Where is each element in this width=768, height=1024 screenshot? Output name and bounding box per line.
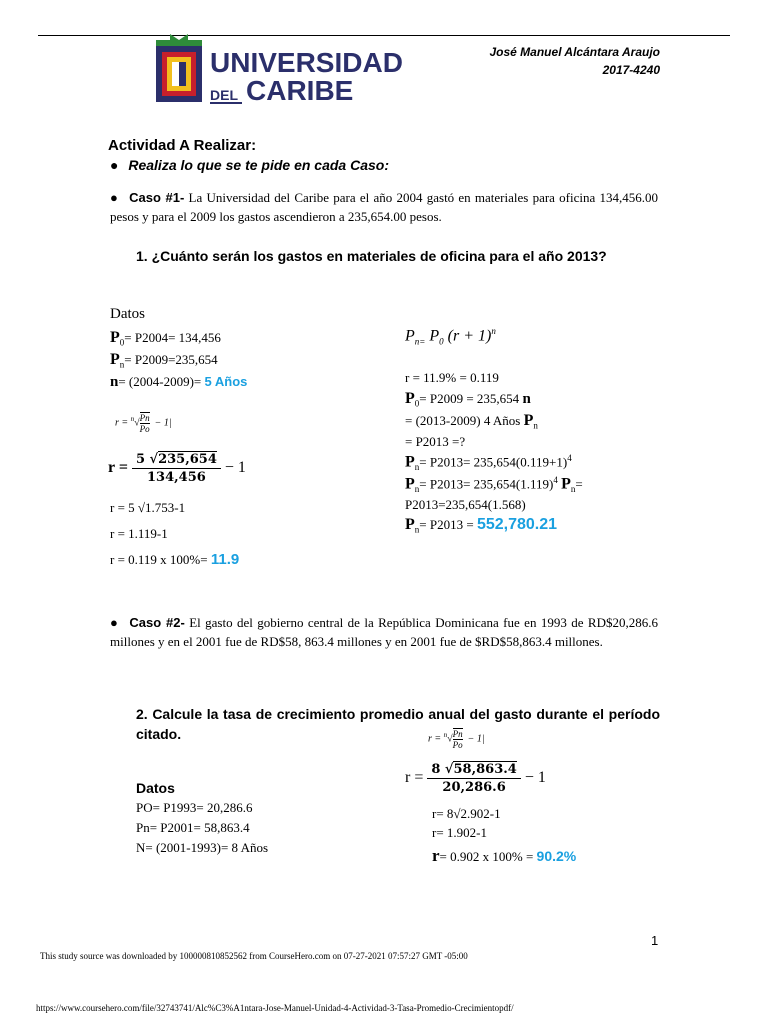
caso2-n: N= (2001-1993)= 8 Años [136,840,269,855]
caso1-right-pn1: $P_n= P2013= 235,654(0.119+1)^4$ [405,453,572,472]
source-url[interactable]: https://www.coursehero.com/file/32743741/Alc%C3%A1ntara-Jose-Manuel-Unidad-4-Actividad-3-Tasa-Promedio-Crecimientopdf/ [36,1003,514,1013]
caso1-right-n: = (2013-2009) 4 Años $P_n$ [405,412,538,431]
caso2-po: PO= P1993= 20,286.6 [136,800,253,815]
logo-line2-caribe: CARIBE [246,75,354,106]
caso1-text: La Universidad del Caribe para el año 2004 gastó en materiales para oficina 134,456.00 pesos y para el 2009 los gastos ascendieron a 235,654.00 pesos. [110,190,659,224]
caso2-paragraph: ● Caso #2- El gasto del gobierno central de la República Dominicana fue en 1993 de RD$20,286.6 millones y en el 2001 fue de RD$58, 863.4 millones y en 2001 fue de $RD$58,863.4 millones. [110,615,658,649]
caso1-right-pn-question: = P2013 =? [405,434,466,449]
caso2-question: 2. Calcule la tasa de crecimiento promedio anual del gasto durante el período citado. [136,706,660,742]
caso1-pn: $P_n= P2009=235,654$ [110,351,218,370]
caso1-paragraph: ● Caso #1- La Universidad del Caribe para el año 2004 gastó en materiales para oficina 134,456.00 pesos y para el 2009 los gastos ascendieron a 235,654.00 pesos. [110,190,659,224]
caso1-question: 1. ¿Cuánto serán los gastos en materiales de oficina para el año 2013? [136,248,607,264]
student-id: 2017-4240 [602,63,660,77]
caso2-pn: Pn= P2001= 58,863.4 [136,820,250,835]
activity-title: Actividad A Realizar: [108,137,257,154]
caso1-right-p0: $P_0= P2009 = 235,654$ n [405,390,531,409]
caso1-right-pn3: P2013=235,654(1.568) [405,497,526,512]
download-note: This study source was downloaded by 100000810852562 from CourseHero.com on 07-27-2021 07:57:27 GMT -05:00 [40,951,468,961]
author-name: José Manuel Alcántara Araujo [489,45,660,59]
caso1-p0: $P_0= P2004= 134,456$ [110,329,221,348]
caso1-n: n= (2004-2009)= 5 Años [110,374,248,390]
caso2-datos-title: Datos [136,780,175,796]
caso1-label: Caso #1- [129,190,185,205]
caso2-formula: r = $\frac{8 √58,863.4}{20,286.6}$ − 1 [405,762,546,795]
caso1-growth-formula: $P_{n=}$ $P_0$ $(r + 1)^n$ [405,326,496,347]
caso2-step2: r= 1.902-1 [432,825,487,840]
page-number: 1 [651,933,659,948]
caso1-right-final: $P_n= P2013 = 552,780.21$ [405,516,558,535]
logo-line2-del: DEL [210,87,238,103]
logo-line1: UNIVERSIDAD [210,47,402,78]
caso1-step1: r = 5 √1.753-1 [110,500,186,515]
caso1-step3: r = 0.119 x 100%= 11.9 [110,551,240,568]
caso2-text: El gasto del gobierno central de la República Dominicana fue en 1993 de RD$20,286.6 millones y en el 2001 fue de RD$58, 863.4 millones y en 2001 fue de $RD$58,863.4 millones. [110,615,658,649]
university-logo [152,32,402,107]
caso1-formula-thumbnail: r = $^n$√ $\frac{Pn}{Po}$ − 1| [115,413,172,434]
caso2-label: Caso #2- [129,615,185,630]
caso1-right-r: r = 11.9% = 0.119 [405,370,499,385]
caso2-formula-thumbnail: r = $^n$√ $\frac{Pn}{Po}$ − 1| [428,729,485,750]
caso1-right-pn2: $P_n= P2013= 235,654(1.119)^4$ $P_n=$ [405,475,583,494]
caso1-datos-title: Datos [110,306,145,322]
caso2-step1: r= 8√2.902-1 [432,806,501,821]
activity-instruction: ● Realiza lo que se te pide en cada Caso: [110,157,389,173]
caso1-step2: r = 1.119-1 [110,526,168,541]
caso1-formula: r = $\frac{5 √235,654}{134,456}$ − 1 [108,452,246,485]
caso2-step3: r= 0.902 x 100% = 90.2% [432,846,577,865]
